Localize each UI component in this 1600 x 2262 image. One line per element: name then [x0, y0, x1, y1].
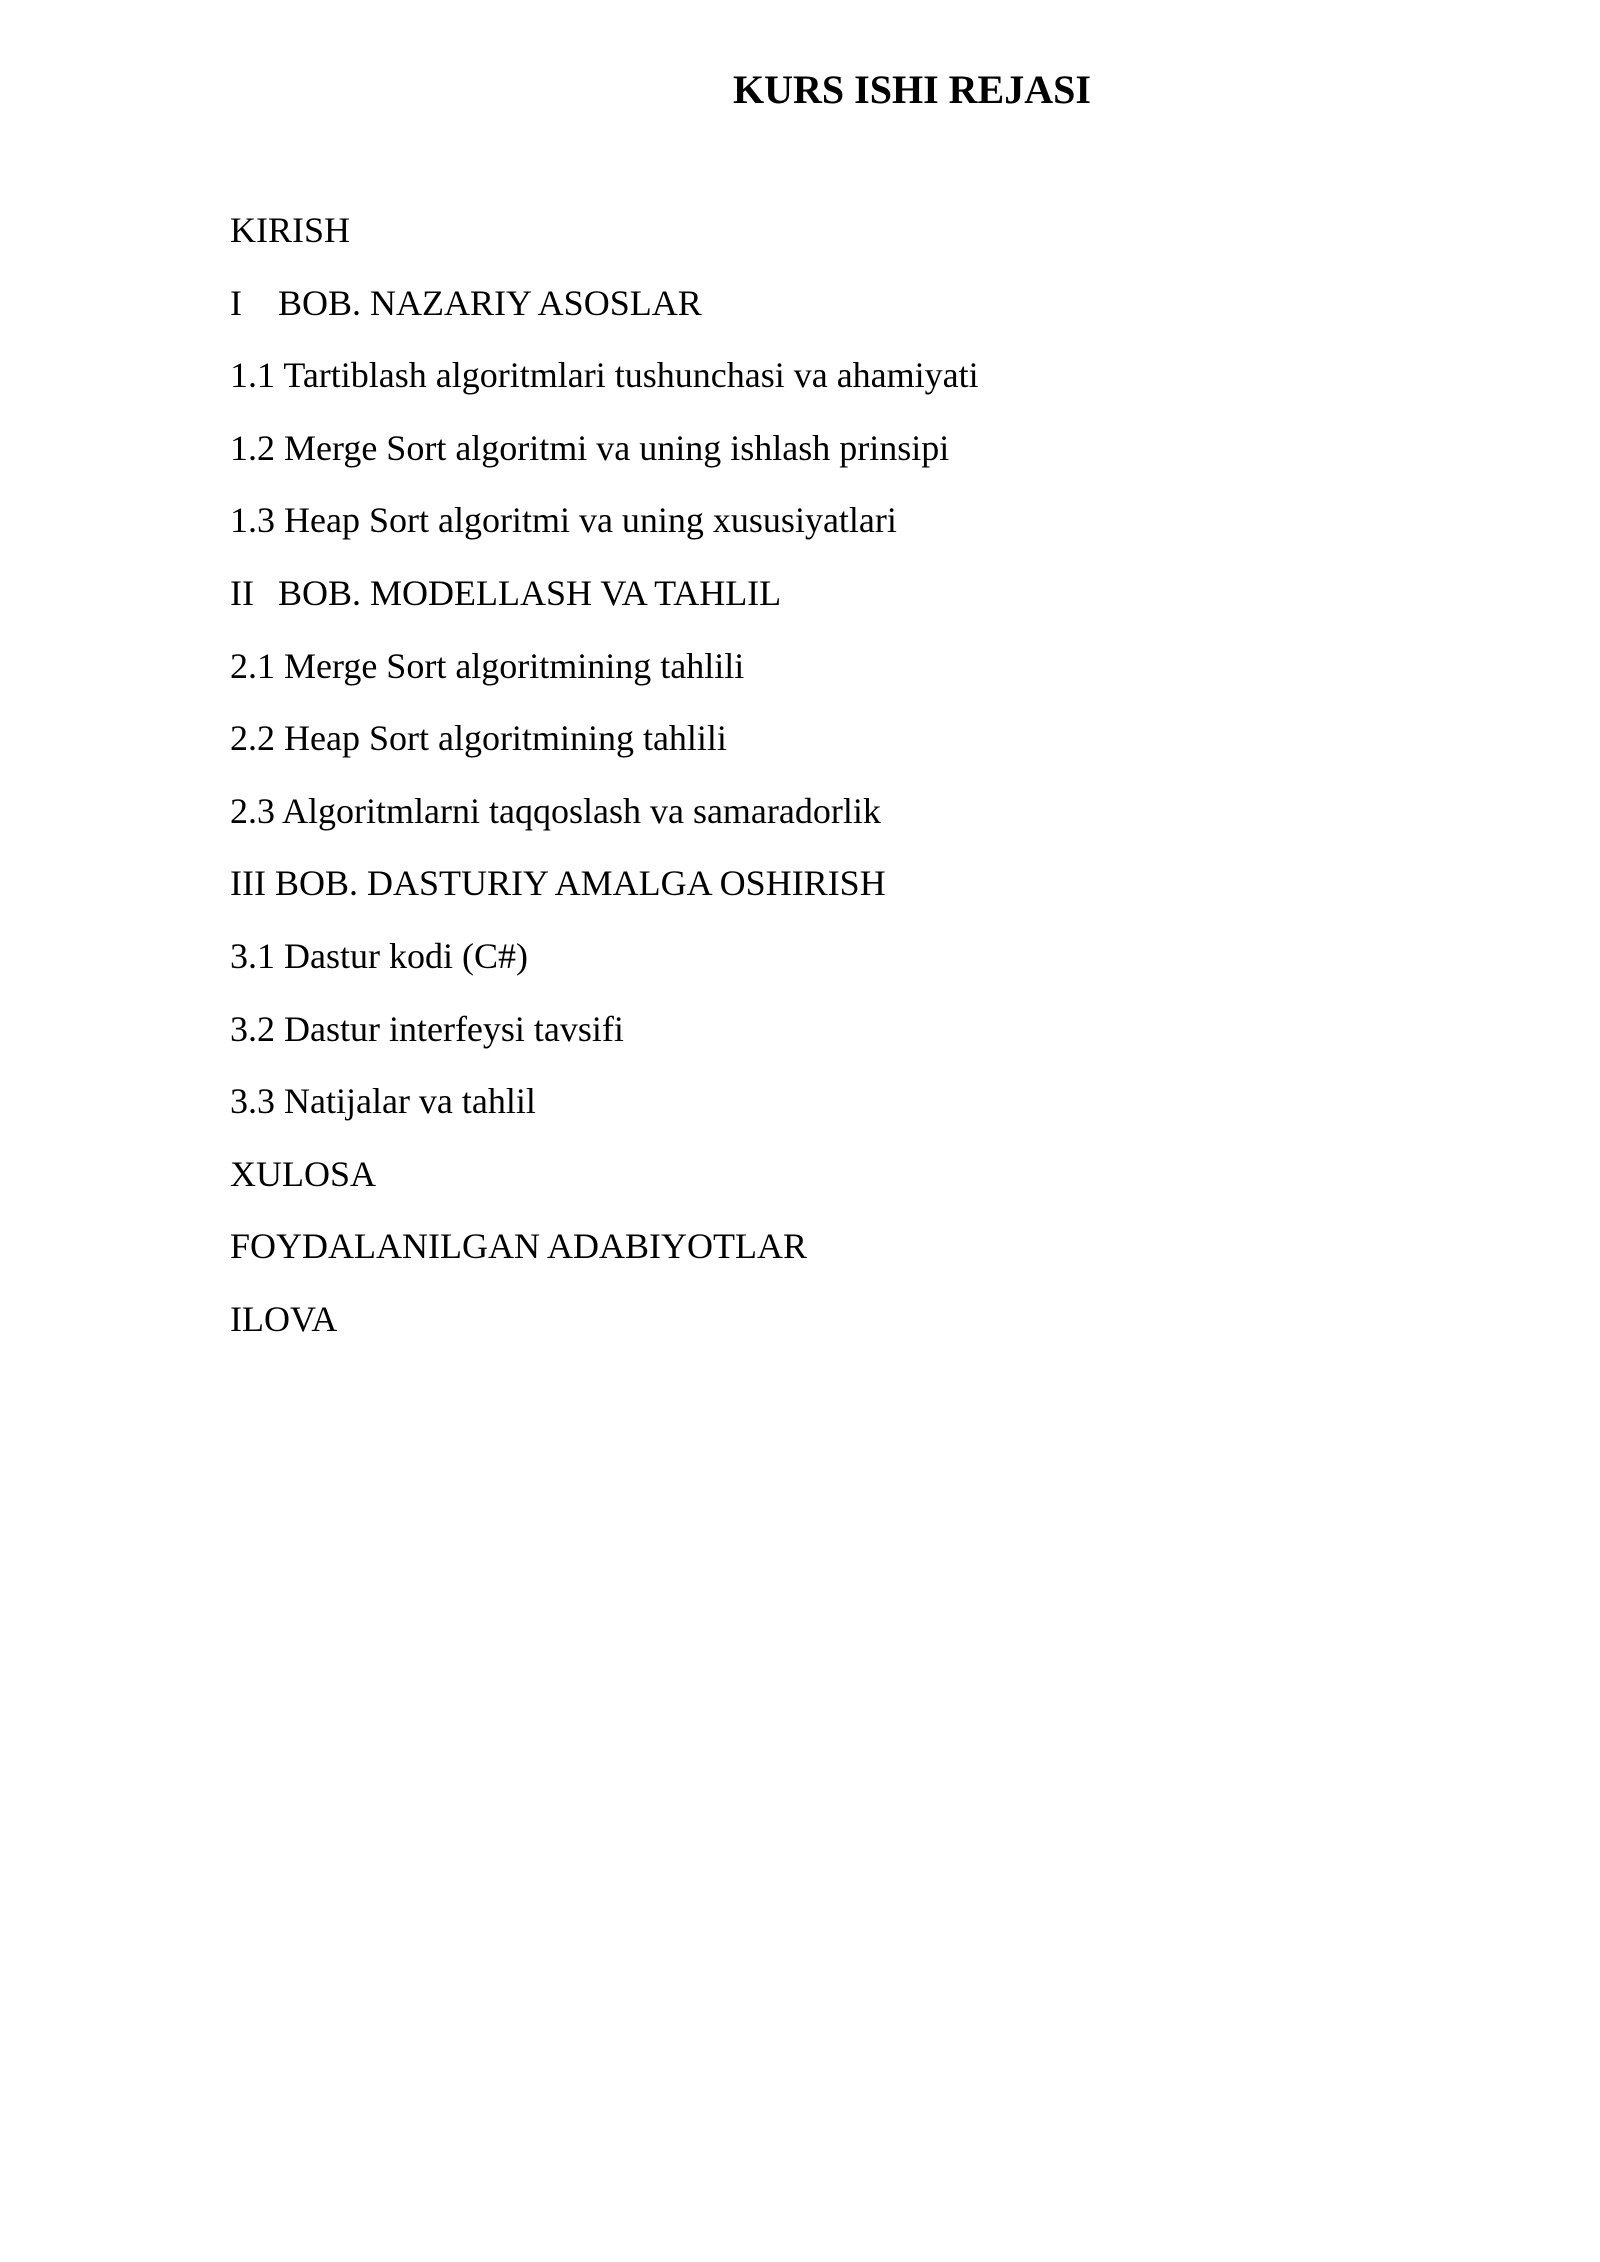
toc-item-text: III BOB. DASTURIY AMALGA OSHIRISH	[230, 863, 886, 904]
toc-item-section-2-1	[230, 636, 979, 709]
toc-item-chapter-2	[230, 563, 979, 636]
toc-item-intro	[230, 200, 979, 273]
toc-item-text: KIRISH	[230, 210, 351, 250]
toc-item-section-2-2	[230, 708, 979, 781]
toc-item-text: 2.2 Heap Sort algoritmining tahlili	[230, 718, 727, 759]
toc-item-text: 1.2 Merge Sort algoritmi va uning ishlash prinsipi	[230, 427, 950, 468]
toc-item-text: BOB. NAZARIY ASOSLAR	[278, 282, 702, 323]
toc-item-text: 2.1 Merge Sort algoritmining tahlili	[230, 645, 745, 686]
toc-item-section-1-3	[230, 490, 979, 563]
toc-item-section-1-2	[230, 418, 979, 491]
toc-item-references	[230, 1216, 979, 1289]
toc-item-chapter-1	[230, 273, 979, 346]
toc-item-section-3-1	[230, 926, 979, 999]
table-of-contents	[230, 200, 979, 1362]
toc-item-text: BOB. MODELLASH VA TAHLIL	[278, 572, 782, 613]
toc-item-section-2-3	[230, 781, 979, 854]
toc-item-text: 1.3 Heap Sort algoritmi va uning xususiyatlari	[230, 500, 897, 541]
toc-item-text: FOYDALANILGAN ADABIYOTLAR	[230, 1226, 807, 1267]
toc-item-text: 3.1 Dastur kodi (C#)	[230, 935, 528, 976]
toc-item-text: ILOVA	[230, 1298, 338, 1339]
toc-item-text: 2.3 Algoritmlarni taqqoslash va samaradorlik	[230, 790, 881, 831]
toc-item-text: XULOSA	[230, 1153, 377, 1194]
toc-item-text: 3.3 Natijalar va tahlil	[230, 1081, 536, 1122]
toc-item-text: 1.1 Tartiblash algoritmlari tushunchasi va ahamiyati	[230, 355, 979, 396]
toc-item-section-3-2	[230, 999, 979, 1072]
toc-item-text: 3.2 Dastur interfeysi tavsifi	[230, 1008, 624, 1049]
chapter-number: I	[230, 282, 242, 323]
toc-item-appendix	[230, 1289, 979, 1362]
page-title: KURS ISHI REJASI	[733, 67, 1091, 112]
toc-item-section-1-1	[230, 345, 979, 418]
toc-item-conclusion	[230, 1144, 979, 1217]
toc-item-section-3-3	[230, 1071, 979, 1144]
chapter-number: II	[230, 572, 254, 613]
toc-item-chapter-3	[230, 853, 979, 926]
